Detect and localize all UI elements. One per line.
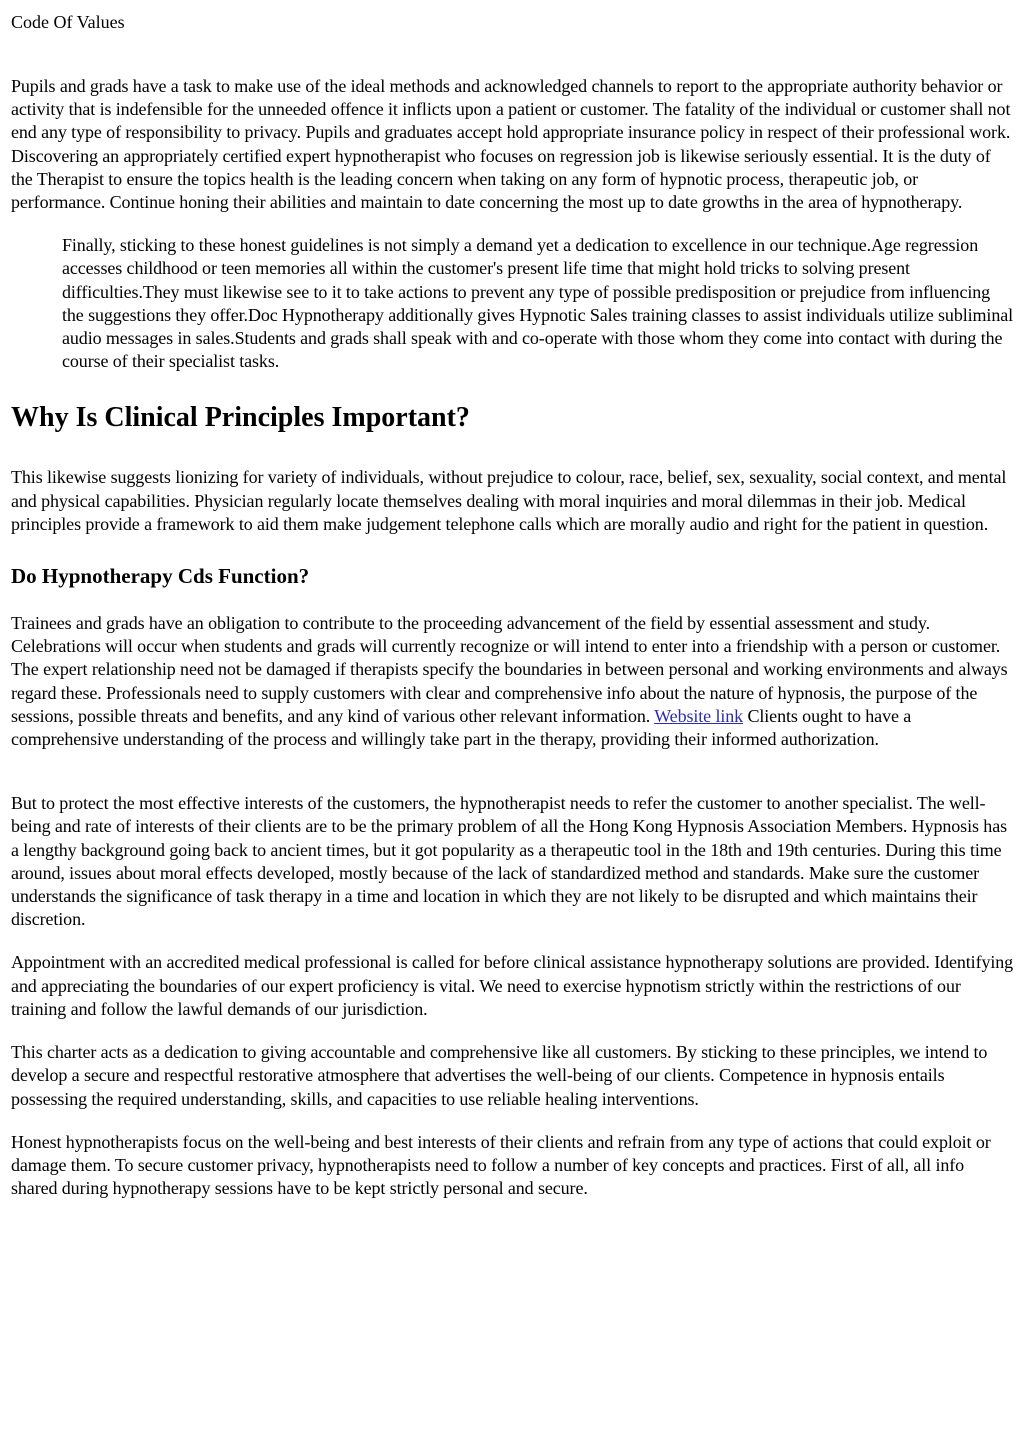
section-1-paragraph: This likewise suggests lionizing for variety of individuals, without prejudice to colour, race, belief, sex, sexuality, social context, and mental and physical capabilities. Physician regularly locate themselves dealing with moral inquiries and moral dilemmas in their job. Medical principles provide a framework to aid them make judgement telephone calls which are morally audio and right for the patient in question. [11,467,1007,534]
section-2-text-before-link: Trainees and grads have an obligation to contribute to the proceeding advancement of the field by essential assessment and study. Celebrations will occur when students and grads will currently recognize or will intend to enter into a friendship with a person or customer. The expert relationship need not be damaged if therapists specify the boundaries in between personal and working environments and always regard these. Professionals need to supply customers with clear and comprehensive info about the nature of hypnosis, the purpose of the sessions, possible threats and benefits, and any kind of various other relevant information. [11,613,1008,726]
website-link[interactable]: Website link [654,705,744,726]
heading-hypnotherapy-cds: Do Hypnotherapy Cds Function? [11,564,310,589]
paragraph-referral: But to protect the most effective interests of the customers, the hypnotherapist needs to refer the customer to another specialist. The well-being and rate of interests of their clients are to be the primary problem of all the Hong Kong Hypnosis Association Members. Hypnosis has a lengthy background going back to ancient times, but it got popularity as a therapeutic tool in the 18th and 19th centuries. During this time around, issues about moral effects developed, mostly because of the lack of standardized method and standards. Make sure the customer understands the significance of task therapy in a time and location in which they are not likely to be disrupted and which maintains their discretion. [11,793,1007,930]
site-title: Code Of Values [11,12,125,32]
article [11,75,1014,1200]
heading-why-clinical-principles: Why Is Clinical Principles Important? [11,402,470,434]
paragraph-charter: This charter acts as a dedication to giving accountable and comprehensive like all customers. By sticking to these principles, we intend to develop a secure and respectful restorative atmosphere that advertises the well-being of our clients. Competence in hypnosis entails possessing the required understanding, skills, and capacities to use reliable healing interventions. [11,1042,988,1109]
section-2-paragraph [11,612,1014,751]
paragraph-honest-hypnotherapists: Honest hypnotherapists focus on the well-being and best interests of their clients and refrain from any type of actions that could exploit or damage them. To secure customer privacy, hypnotherapists need to follow a number of key concepts and practices. First of all, all info shared during hypnotherapy sessions have to be kept strictly personal and secure. [11,1131,991,1199]
blockquote [62,234,1014,373]
paragraph-appointment: Appointment with an accredited medical professional is called for before clinical assistance hypnotherapy solutions are provided. Identifying and appreciating the boundaries of our expert proficiency is vital. We need to exercise hypnotism strictly within the restrictions of our training and follow the lawful demands of our jurisdiction. [11,952,1014,1019]
spacer [11,771,1014,792]
blockquote-paragraph: Finally, sticking to these honest guidelines is not simply a demand yet a dedication to excellence in our technique.Age regression accesses childhood or teen memories all within the customer's present life time that might hold tricks to solving present difficulties.They must likewise see to it to take actions to prevent any type of possible predisposition or prejudice from influencing the suggestions they offer.Doc Hypnotherapy additionally gives Hypnotic Sales training classes to assist individuals utilize subliminal audio messages in sales.Students and grads shall speak with and co-operate with those whom they come into contact with during the course of their specialist tasks. [62,235,1014,372]
section-2-text-after-link: Clients ought to have a comprehensive understanding of the process and willingly take part in the therapy, providing their informed authorization. [11,705,912,750]
intro-paragraph: Pupils and grads have a task to make use of the ideal methods and acknowledged channels to report to the appropriate authority behavior or activity that is indefensible for the unneeded offence it inflicts upon a patient or customer. The fatality of the individual or customer shall not end any type of responsibility to privacy. Pupils and graduates accept hold appropriate insurance policy in respect of their professional work. Discovering an appropriately certified expert hypnotherapist who focuses on regression job is likewise seriously essential. It is the duty of the Therapist to ensure the topics health is the leading concern when taking on any form of hypnotic process, therapeutic job, or performance. Continue honing their abilities and maintain to date concerning the most up to date growths in the area of hypnotherapy. [11,76,1011,213]
